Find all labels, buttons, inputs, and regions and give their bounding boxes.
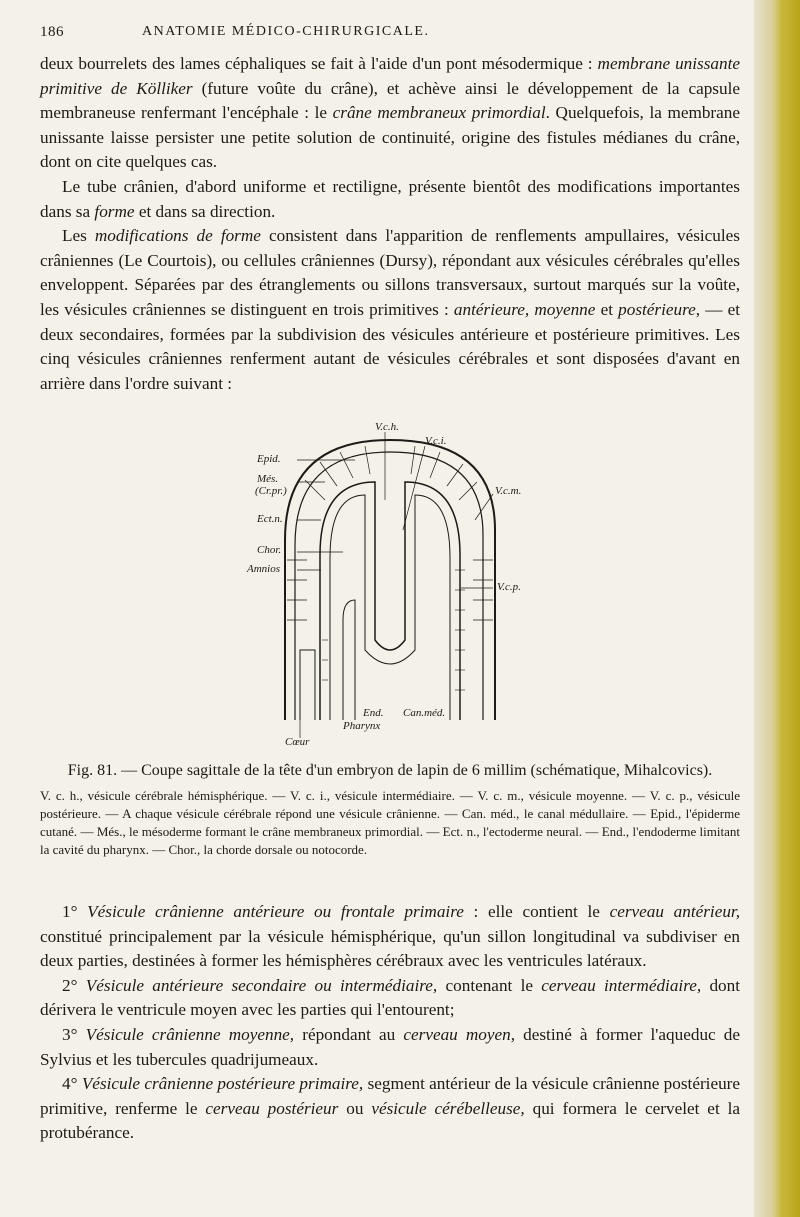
label-canmed: Can.méd.	[403, 707, 446, 719]
label-amnios: Amnios	[247, 563, 280, 575]
label-chor: Chor.	[257, 544, 282, 556]
label-crpr: (Cr.pr.)	[255, 485, 287, 497]
paragraph-2: Le tube crânien, d'abord uniforme et rectiligne, présente bientôt des modifications importantes dans sa forme et dans sa direction.	[40, 176, 740, 221]
label-pharynx: Pharynx	[343, 720, 381, 732]
running-head: ANATOMIE MÉDICO-CHIRURGICALE.	[142, 24, 430, 39]
label-vci: V.c.i.	[425, 435, 447, 447]
list-item: 1° Vésicule crânienne antérieure ou frontale primaire : elle contient le cerveau antérieur, constitué principalement par la vésicule hémisphérique, qu'un sillon longitudinal va subdiviser en deux parties, destinées à former les hémisphères cérébraux avec les ventricules latéraux.	[40, 902, 740, 971]
label-epid: Epid.	[257, 453, 281, 465]
page-header	[40, 22, 740, 46]
label-vcp: V.c.p.	[497, 581, 521, 593]
list-item: 3° Vésicule crânienne moyenne, répondant au cerveau moyen, destiné à former l'aqueduc de Sylvius et les tubercules quadrijumeaux.	[40, 1024, 740, 1069]
list-item: 4° Vésicule crânienne postérieure primaire, segment antérieur de la vésicule crânienne postérieure primitive, renferme le cerveau postérieur ou vésicule cérébelleuse, qui formera le cervelet et la protubérance.	[40, 1074, 741, 1143]
label-end: End.	[363, 707, 384, 719]
neural-cavity	[330, 495, 450, 720]
mesoderm-hatching	[287, 446, 493, 620]
body-text	[40, 52, 740, 396]
leader-lines	[297, 432, 493, 738]
paragraph-3: Les modifications de forme consistent dans l'apparition de renflements ampullaires, vésicules crâniennes (Le Courtois), ou cellules crâniennes (Dursy), répondant aux vésicules cérébrales qu'elles enveloppent. Séparées par des étranglements ou sillons transversaux, surtout marqués sur la voûte, les vésicules crâniennes se distinguent en trois primitives : antérieure, moyenne et postérieure, — et deux secondaires, formées par la subdivision des vésicules antérieure et postérieure primitives. Les cinq vésicules crâniennes renferment autant de vésicules cérébrales et sont disposées d'avant en arrière dans l'ordre suivant :	[40, 226, 740, 393]
figure-81	[225, 420, 555, 750]
list-item: 2° Vésicule antérieure secondaire ou intermédiaire, contenant le cerveau intermédiaire, dont dérivera le ventricule moyen avec les parties qui l'entourent;	[40, 975, 741, 1020]
caption-title: Fig. 81. — Coupe sagittale de la tête d'un embryon de lapin de 6 millim (schématique, Mihalcovics).	[67, 762, 713, 779]
pharynx-wall	[300, 650, 315, 720]
figure-caption	[40, 760, 740, 859]
notochord	[343, 600, 355, 720]
neural-ectoderm	[320, 482, 460, 720]
page-number: 186	[40, 24, 64, 40]
vesicle-list	[40, 900, 740, 1146]
label-vcm: V.c.m.	[495, 485, 522, 497]
paragraph-1: deux bourrelets des lames céphaliques se fait à l'aide d'un pont mésodermique : membrane unissante primitive de Kölliker (future voûte du crâne), et achève ainsi le développement de la capsule membraneuse renfermant l'encéphale : le crâne membraneux primordial. Quelquefois, la membrane unissante laisse persister une petite solution de continuité, origine des fistules médianes du crâne, dont on cite quelques cas.	[40, 54, 740, 172]
page-edge	[754, 0, 800, 1217]
embryo-section-drawing	[225, 420, 555, 750]
label-vch: V.c.h.	[375, 421, 399, 433]
caption-legend: V. c. h., vésicule cérébrale hémisphérique. — V. c. i., vésicule intermédiaire. — V. c. m., vésicule moyenne. — V. c. p., vésicule postérieure. — A chaque vésicule cérébrale répond une vésicule crânienne. — Can. méd., le canal médullaire. — Epid., l'épiderme cutané. — Més., le mésoderme formant le crâne membraneux primordial. — Ect. n., l'ectoderme neural. — End., l'endoderme limitant la cavité du pharynx. — Chor., la chorde dorsale ou notocorde.	[40, 788, 740, 857]
label-coeur: Cœur	[285, 736, 310, 748]
label-ectn: Ect.n.	[257, 513, 283, 525]
label-mes: Més.	[257, 473, 279, 485]
